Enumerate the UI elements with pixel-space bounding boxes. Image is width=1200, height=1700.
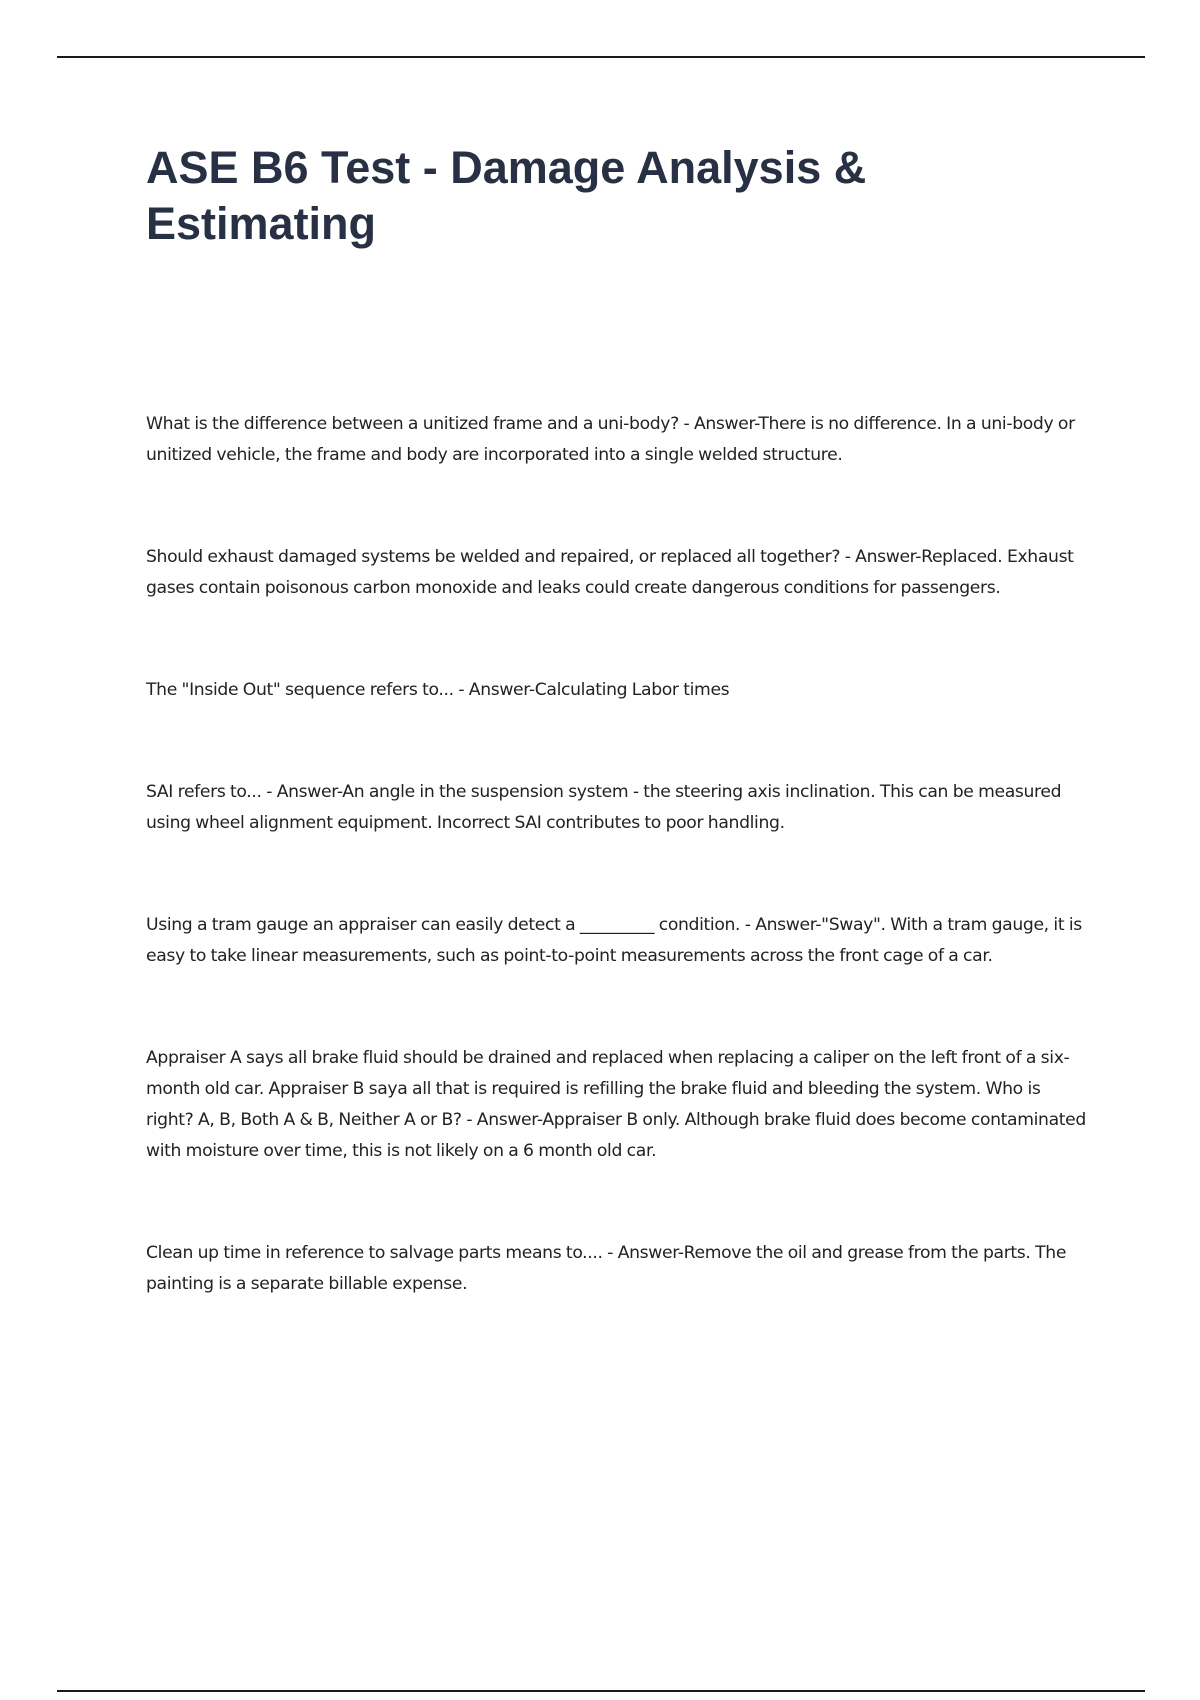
qa-item: What is the difference between a unitized frame and a uni-body? - Answer-There is no difference. In a uni-body or unitized vehicle, the frame and body are incorporated into a single welded structure.: [146, 414, 1075, 465]
qa-item: Appraiser A says all brake fluid should be drained and replaced when replacing a caliper on the left front of a six-month old car. Appraiser B saya all that is required is refilling the brake fluid and bleeding the system. Who is right? A, B, Both A & B, Neither A or B? - Answer-Appraiser B only. Although brake fluid does become contaminated with moisture over time, this is not likely on a 6 month old car.: [146, 1048, 1086, 1161]
qa-list: [146, 409, 1091, 1300]
bottom-divider: [57, 1690, 1145, 1692]
qa-item: Should exhaust damaged systems be welded and repaired, or replaced all together? - Answer-Replaced. Exhaust gases contain poisonous carbon monoxide and leaks could create dangerous conditions for passengers.: [146, 547, 1074, 598]
qa-item: Using a tram gauge an appraiser can easily detect a _________ condition. - Answer-"Sway". With a tram gauge, it is easy to take linear measurements, such as point-to-point measurements across the front cage of a car.: [146, 915, 1082, 966]
qa-item: SAI refers to... - Answer-An angle in the suspension system - the steering axis inclination. This can be measured using wheel alignment equipment. Incorrect SAI contributes to poor handling.: [146, 782, 1062, 833]
document-title: ASE B6 Test - Damage Analysis & Estimating: [146, 142, 867, 249]
qa-item: The "Inside Out" sequence refers to... - Answer-Calculating Labor times: [146, 680, 730, 700]
top-divider: [57, 56, 1145, 58]
document-body: [146, 140, 1091, 1371]
qa-item: Clean up time in reference to salvage parts means to.... - Answer-Remove the oil and grease from the parts. The painting is a separate billable expense.: [146, 1243, 1067, 1294]
